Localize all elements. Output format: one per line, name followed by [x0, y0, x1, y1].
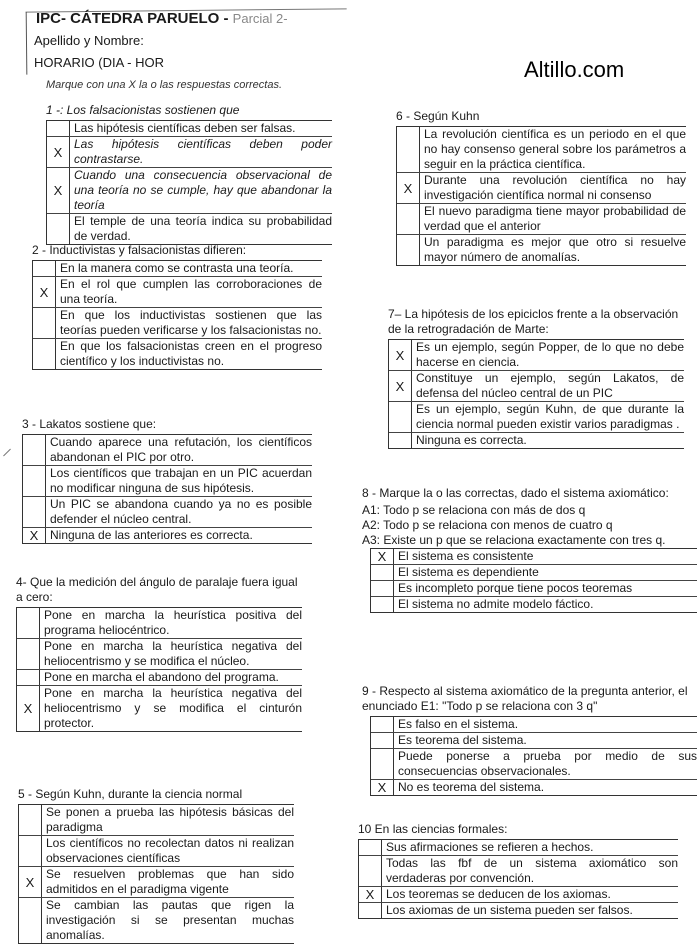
- option-text: El nuevo paradigma tiene mayor probabilidad de verdad que el anterior: [424, 204, 686, 233]
- answer-checkbox[interactable]: [33, 308, 56, 338]
- option-row: [371, 779, 697, 795]
- option-row: [371, 748, 697, 779]
- option-row: [371, 549, 697, 564]
- option-text: Cuando aparece una refutación, los científicos abandonan el PIC por otro.: [50, 435, 312, 464]
- answer-checkbox[interactable]: [371, 597, 394, 612]
- answer-checkbox[interactable]: X: [397, 173, 420, 203]
- option-text: Se cambian las pautas que rigen la investigación si se presentan muchas anomalías.: [46, 898, 294, 942]
- option-row: [19, 835, 294, 866]
- option-text: Pone en marcha el abandono del programa.: [44, 670, 279, 684]
- question-title: 4- Que la medición del ángulo de paralaje fuera igual a cero:: [16, 575, 298, 604]
- options-list: [358, 839, 678, 919]
- option-row: [47, 136, 332, 167]
- option-row: [17, 669, 302, 685]
- answer-checkbox[interactable]: [17, 639, 40, 669]
- option-text: Ninguna es correcta.: [416, 433, 527, 447]
- exam-subtitle: Parcial 2-: [232, 11, 288, 26]
- option-text: En que los inductivistas sostienen que las teorías pueden verificarse y los falsacionistas no.: [60, 308, 322, 337]
- option-text: Es falso en el sistema.: [398, 717, 519, 731]
- option-text: Todas las fbf de un sistema axiomático son verdaderas por convención.: [386, 856, 678, 885]
- question-title: 5 - Según Kuhn, durante la ciencia normal: [18, 787, 243, 801]
- option-text: Un PIC se abandona cuando ya no es posible defender el núcleo central.: [50, 497, 312, 526]
- option-row: [389, 370, 684, 401]
- option-row: [397, 127, 686, 172]
- pen-stroke-mark: [3, 449, 11, 457]
- answer-checkbox[interactable]: X: [23, 528, 46, 543]
- answer-checkbox[interactable]: [359, 840, 382, 855]
- option-row: [359, 902, 678, 918]
- options-list: [46, 120, 332, 245]
- answer-checkbox[interactable]: [19, 836, 42, 866]
- answer-checkbox[interactable]: [371, 581, 394, 596]
- option-text: Constituye un ejemplo, según Lakatos, de defensa del núcleo central de un PIC: [416, 371, 684, 400]
- option-text: Un paradigma es mejor que otro si resuelve mayor número de anomalías.: [424, 235, 686, 264]
- option-row: [33, 307, 322, 338]
- option-row: [19, 805, 294, 835]
- question-7: [388, 307, 684, 449]
- option-row: [389, 340, 684, 370]
- option-row: [33, 338, 322, 369]
- option-text: Pone en marcha la heurística positiva del programa heliocéntrico.: [44, 608, 302, 637]
- option-row: [23, 527, 312, 543]
- option-row: [389, 401, 684, 432]
- options-list: [32, 260, 322, 370]
- option-row: [397, 234, 686, 265]
- answer-checkbox[interactable]: [371, 749, 394, 779]
- answer-checkbox[interactable]: X: [47, 168, 70, 213]
- option-text: Las hipótesis científicas deben ser falsas.: [74, 121, 296, 135]
- answer-checkbox[interactable]: X: [47, 137, 70, 167]
- option-row: [33, 276, 322, 307]
- options-list: [370, 716, 697, 796]
- exam-title-text: IPC- CÁTEDRA PARUELO -: [36, 10, 229, 27]
- question-title: 10 En las ciencias formales:: [358, 822, 508, 836]
- option-row: [359, 886, 678, 902]
- question-title: 7– La hipótesis de los epiciclos frente a la observación de la retrogradación de Marte:: [388, 307, 679, 336]
- option-row: [23, 465, 312, 496]
- question-4: [16, 575, 302, 732]
- answer-checkbox[interactable]: [389, 402, 412, 432]
- answer-checkbox[interactable]: [19, 898, 42, 943]
- exam-title: [36, 10, 288, 27]
- question-title: 8 - Marque la o las correctas, dado el sistema axiomático:: [362, 486, 669, 500]
- option-text: Puede ponerse a prueba por medio de sus consecuencias observacionales.: [398, 749, 697, 778]
- option-text: Los científicos no recolectan datos ni realizan observaciones científicas: [46, 836, 294, 865]
- option-text: No es teorema del sistema.: [398, 780, 545, 794]
- option-row: [47, 213, 332, 244]
- option-text: Se resuelven problemas que han sido admitidos en el paradigma vigente: [46, 867, 294, 896]
- option-text: En que los falsacionistas creen en el progreso científico y los inductivistas no.: [60, 339, 322, 368]
- answer-checkbox[interactable]: X: [17, 686, 40, 731]
- option-text: Sus afirmaciones se refieren a hechos.: [386, 840, 594, 854]
- question-2: [32, 243, 322, 370]
- answer-checkbox[interactable]: [33, 339, 56, 369]
- option-row: [397, 172, 686, 203]
- option-text: Cuando una consecuencia observacional de una teoría no se cumple, hay que abandonar la teoría: [74, 168, 332, 212]
- question-title: 9 - Respecto al sistema axiomático de la pregunta anterior, el enunciado E1: "Todo p se relaciona con 3 q": [362, 684, 688, 713]
- axiom-1: A1: Todo p se relaciona con más de dos q: [362, 503, 586, 517]
- answer-checkbox[interactable]: [371, 717, 394, 732]
- axiom-3: A3: Existe un p que se relaciona exactamente con tres q.: [362, 533, 666, 547]
- option-row: [33, 261, 322, 276]
- answer-checkbox[interactable]: [23, 497, 46, 527]
- option-text: El sistema no admite modelo fáctico.: [398, 597, 594, 611]
- question-3: [22, 417, 312, 544]
- option-row: [23, 496, 312, 527]
- option-text: Se ponen a prueba las hipótesis básicas del paradigma: [46, 805, 294, 834]
- answer-checkbox[interactable]: X: [19, 867, 42, 897]
- option-text: En la manera como se contrasta una teoría.: [60, 261, 294, 275]
- option-text: El sistema es consistente: [398, 549, 534, 563]
- option-text: Los científicos que trabajan en un PIC acuerdan no modificar ninguna de sus hipótesis.: [50, 466, 312, 495]
- question-6: [396, 109, 686, 266]
- option-row: [359, 855, 678, 886]
- option-row: [47, 167, 332, 213]
- question-title: 6 - Según Kuhn: [396, 109, 480, 123]
- question-title: 3 - Lakatos sostiene que:: [22, 417, 157, 431]
- answer-checkbox[interactable]: [23, 435, 46, 465]
- option-text: Los axiomas de un sistema pueden ser falsos.: [386, 903, 633, 917]
- answer-checkbox[interactable]: [17, 608, 40, 638]
- option-text: En el rol que cumplen las corroboraciones de una teoría.: [60, 277, 322, 306]
- answer-checkbox[interactable]: X: [389, 371, 412, 401]
- question-5: [18, 787, 294, 944]
- option-row: [47, 121, 332, 136]
- answer-checkbox[interactable]: [397, 204, 420, 234]
- question-10: [358, 822, 678, 919]
- options-list: [16, 607, 302, 732]
- answer-checkbox[interactable]: X: [389, 340, 412, 370]
- answer-checkbox[interactable]: [371, 565, 394, 580]
- question-9: [362, 684, 697, 796]
- option-text: Es un ejemplo, según Kuhn, de que durante la ciencia normal pueden existir varios paradigmas .: [416, 402, 684, 431]
- option-text: El temple de una teoría indica su probabilidad de verdad.: [74, 214, 332, 243]
- option-row: [17, 685, 302, 731]
- answer-checkbox[interactable]: [47, 121, 70, 136]
- option-row: [371, 596, 697, 612]
- answer-checkbox[interactable]: [17, 670, 40, 685]
- option-row: [397, 203, 686, 234]
- option-row: [371, 580, 697, 596]
- instructions: Marque con una X la o las respuestas correctas.: [46, 79, 283, 91]
- option-text: Los teoremas se deducen de los axiomas.: [386, 887, 611, 901]
- option-text: Es incompleto porque tiene pocos teoremas: [398, 581, 633, 595]
- option-text: Durante una revolución científica no hay investigación científica normal ni consenso: [424, 173, 686, 202]
- answer-checkbox[interactable]: [47, 214, 70, 244]
- answer-checkbox[interactable]: [371, 733, 394, 748]
- option-text: Ninguna de las anteriores es correcta.: [50, 528, 253, 542]
- question-title: 2 - Inductivistas y falsacionistas difieren:: [32, 243, 247, 257]
- option-row: [389, 432, 684, 448]
- option-row: [23, 435, 312, 465]
- option-text: Es un ejemplo, según Popper, de lo que no debe hacerse en ciencia.: [416, 340, 684, 369]
- answer-checkbox[interactable]: [359, 856, 382, 886]
- question-title: 1 -: Los falsacionistas sostienen que: [46, 103, 240, 117]
- option-row: [371, 717, 697, 732]
- answer-checkbox[interactable]: [33, 261, 56, 276]
- options-list: [388, 339, 684, 449]
- option-text: La revolución científica es un periodo en el que no hay consenso general sobre los parámetros a seguir en la práctica científica.: [424, 127, 686, 171]
- option-row: [17, 638, 302, 669]
- option-row: [371, 564, 697, 580]
- options-list: [370, 548, 697, 613]
- brand-watermark: Altillo.com: [524, 57, 625, 82]
- question-1: [46, 103, 332, 245]
- option-row: [359, 840, 678, 855]
- answer-checkbox[interactable]: [359, 903, 382, 918]
- answer-checkbox[interactable]: [389, 433, 412, 448]
- option-text: Pone en marcha la heurística negativa del heliocentrismo y se modifica el cinturón protector.: [44, 686, 302, 730]
- option-row: [371, 732, 697, 748]
- option-row: [17, 608, 302, 638]
- option-text: Es teorema del sistema.: [398, 733, 527, 747]
- option-row: [19, 866, 294, 897]
- name-label: Apellido y Nombre:: [34, 33, 144, 48]
- options-list: [22, 434, 312, 544]
- answer-checkbox[interactable]: X: [33, 277, 56, 307]
- axiom-2: A2: Todo p se relaciona con menos de cuatro q: [362, 518, 613, 532]
- option-text: El sistema es dependiente: [398, 565, 539, 579]
- options-list: [18, 804, 294, 944]
- answer-checkbox[interactable]: [23, 466, 46, 496]
- question-8: [362, 486, 697, 613]
- answer-checkbox[interactable]: X: [371, 780, 394, 795]
- answer-checkbox[interactable]: [397, 235, 420, 265]
- schedule-label: HORARIO (DIA - HOR: [34, 55, 165, 70]
- option-text: Pone en marcha la heurística negativa del heliocentrismo y se modifica el núcleo.: [44, 639, 302, 668]
- answer-checkbox[interactable]: [19, 805, 42, 835]
- option-text: Las hipótesis científicas deben poder contrastarse.: [74, 137, 332, 166]
- answer-checkbox[interactable]: [397, 127, 420, 172]
- option-row: [19, 897, 294, 943]
- answer-checkbox[interactable]: X: [359, 887, 382, 902]
- options-list: [396, 126, 686, 266]
- answer-checkbox[interactable]: X: [371, 549, 394, 564]
